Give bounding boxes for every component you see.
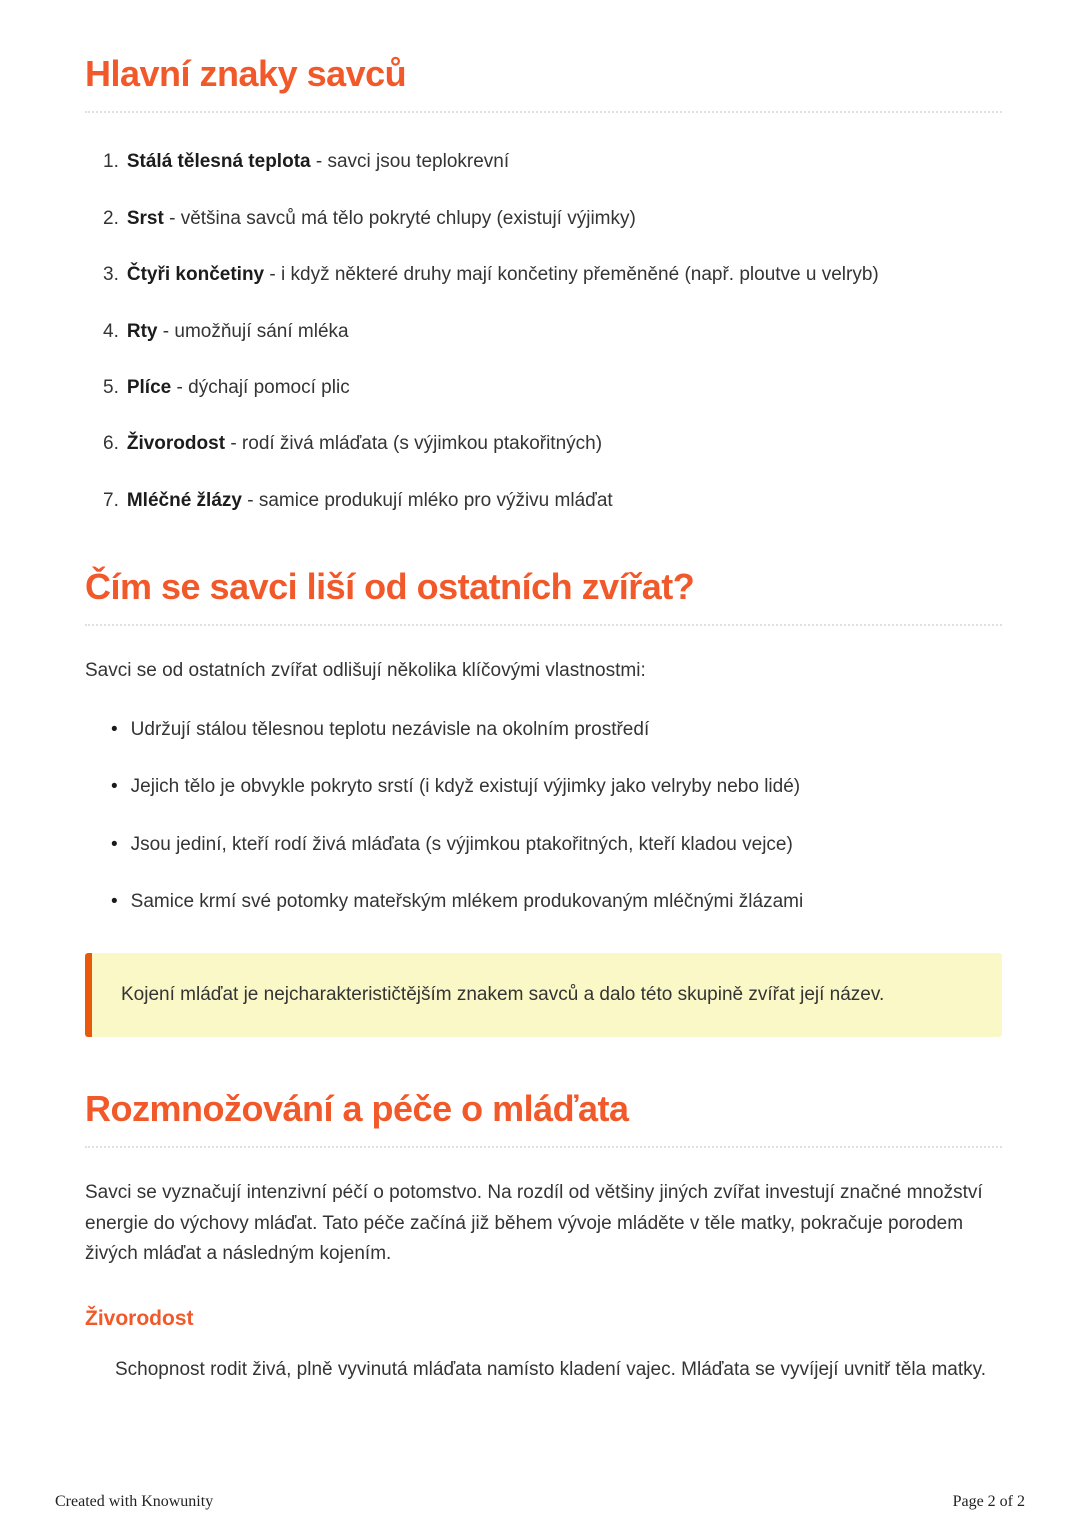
list-item: [111, 887, 1002, 916]
list-number: 5.: [103, 376, 119, 398]
list-item: [103, 373, 1002, 402]
list-text: Samice krmí své potomky mateřským mlékem produkovaným mléčnými žlázami: [130, 891, 804, 913]
list-text: Jsou jediní, kteří rodí živá mláďata (s výjimkou ptakořitných, kteří kladou vejce): [130, 833, 793, 855]
list-desc: - rodí živá mláďata (s výjimkou ptakořitných): [230, 433, 603, 455]
list-text: Udržují stálou tělesnou teplotu nezávisle na okolním prostředí: [130, 718, 650, 740]
list-desc: - savci jsou teplokrevní: [315, 151, 510, 173]
list-number: 2.: [103, 207, 119, 229]
list-number: 4.: [103, 320, 119, 342]
section-heading-main-traits: Hlavní znaky savců: [85, 52, 1002, 113]
section-heading-differences: Čím se savci liší od ostatních zvířat?: [85, 565, 1002, 626]
page-footer: [55, 1493, 1025, 1511]
list-term: Srst: [126, 207, 164, 229]
list-desc: - umožňují sání mléka: [162, 320, 349, 342]
list-text: [127, 317, 349, 346]
footer-branding: Created with Knowunity: [55, 1493, 214, 1510]
list-item: [103, 429, 1002, 458]
page-number: Page 2 of 2: [952, 1493, 1025, 1510]
differences-list: [85, 715, 1002, 917]
main-traits-list: [85, 147, 1002, 515]
list-text: [127, 429, 602, 458]
bullet-marker: •: [111, 833, 118, 855]
list-desc: - i když některé druhy mají končetiny přeměněné (např. ploutve u velryb): [269, 264, 879, 286]
reproduction-paragraph: Savci se vyznačují intenzivní péčí o potomstvo. Na rozdíl od většiny jiných zvířat investují značné množství energie do výchovy mláďat. Tato péče začíná již během vývoje mláděte v těle matky, pokračuje porodem živých mláďat a následným kojením.: [85, 1182, 983, 1264]
section-main-traits: [85, 52, 1002, 515]
list-item: [103, 147, 1002, 176]
list-item: [103, 260, 1002, 289]
list-number: 3.: [103, 264, 119, 286]
list-item: [103, 317, 1002, 346]
list-number: 6.: [103, 433, 119, 455]
list-number: 7.: [103, 489, 119, 511]
list-desc: - samice produkují mléko pro výživu mláďat: [247, 489, 613, 511]
list-term: Plíce: [126, 376, 172, 398]
bullet-marker: •: [111, 776, 118, 798]
list-term: Rty: [126, 320, 158, 342]
list-item: [111, 715, 1002, 744]
list-text: [127, 373, 350, 402]
list-term: Mléčné žlázy: [126, 489, 242, 511]
list-item: [111, 772, 1002, 801]
list-text: [127, 486, 613, 515]
subheading-zivorodost: Živorodost: [85, 1307, 194, 1331]
list-term: Čtyři končetiny: [126, 264, 265, 286]
highlight-callout: [85, 953, 1002, 1037]
list-text: Jejich tělo je obvykle pokryto srstí (i když existují výjimky jako velryby nebo lidé): [130, 776, 801, 798]
list-number: 1.: [103, 151, 119, 173]
section-heading-reproduction: Rozmnožování a péče o mláďata: [85, 1087, 1002, 1148]
section-differences: [85, 565, 1002, 1037]
differences-intro: Savci se od ostatních zvířat odlišují několika klíčovými vlastnostmi:: [85, 660, 646, 682]
section-reproduction: [85, 1087, 1002, 1386]
bullet-marker: •: [111, 718, 118, 740]
list-item: [103, 204, 1002, 233]
list-item: [111, 830, 1002, 859]
bullet-marker: •: [111, 891, 118, 913]
list-text: [127, 147, 509, 176]
list-text: [127, 260, 879, 289]
callout-text: Kojení mláďat je nejcharakterističtějším znakem savců a dalo této skupině zvířat její název.: [121, 983, 885, 1005]
list-term: Živorodost: [126, 433, 226, 455]
list-text: [127, 204, 636, 233]
zivorodost-paragraph: Schopnost rodit živá, plně vyvinutá mláďata namísto kladení vajec. Mláďata se vyvíjejí uvnitř těla matky.: [115, 1359, 987, 1381]
list-item: [103, 486, 1002, 515]
list-term: Stálá tělesná teplota: [126, 151, 311, 173]
list-desc: - dýchají pomocí plic: [176, 376, 350, 398]
list-desc: - většina savců má tělo pokryté chlupy (existují výjimky): [169, 207, 636, 229]
